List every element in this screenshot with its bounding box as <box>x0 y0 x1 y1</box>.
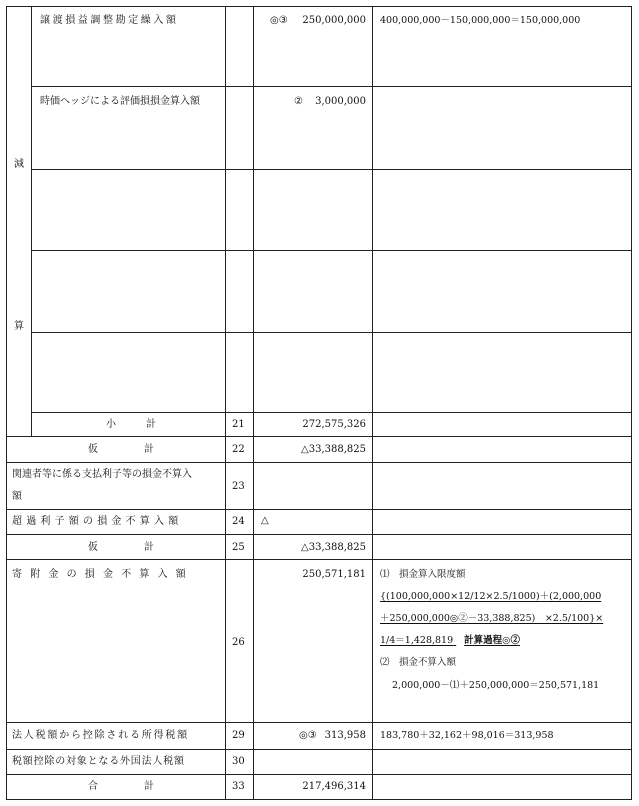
amount: 250,571,181 <box>302 569 366 580</box>
row-number: 25 <box>232 542 245 553</box>
calc-line: ＋250,000,000◎②－33,388,825) ×2.5/100}× <box>380 613 604 624</box>
row-label: 税額控除の対象となる外国法人税額 <box>12 756 185 767</box>
calc-line <box>380 634 520 648</box>
rule <box>6 774 632 775</box>
row-label-a: 合 <box>88 781 98 792</box>
rule <box>6 6 632 7</box>
mark: ② <box>294 96 303 107</box>
row-number: 26 <box>232 637 245 648</box>
row-label-a: 仮 <box>88 444 98 455</box>
amount: △33,388,825 <box>301 542 366 553</box>
tax-schedule-table <box>6 6 632 800</box>
rule <box>6 559 632 560</box>
amount: 313,958 <box>324 730 366 741</box>
rule <box>31 250 632 251</box>
amount: 272,575,326 <box>302 419 366 430</box>
rule <box>31 86 632 87</box>
amount: △33,388,825 <box>301 444 366 455</box>
calc-heading-disallowed: ⑵ 損金不算入額 <box>380 657 457 668</box>
amount: △ <box>261 515 269 526</box>
mark: ◎③ <box>270 15 288 26</box>
row-label-line2: 額 <box>12 491 22 502</box>
rule <box>31 412 632 413</box>
row-number: 30 <box>232 756 245 767</box>
calc-result: 1/4＝1,428,819 <box>380 635 454 646</box>
amount: 217,496,314 <box>302 781 366 792</box>
row-label-line1: 関連者等に係る支払利子等の損金不算入 <box>12 469 192 480</box>
row-label-a: 小 <box>106 419 116 430</box>
row-label <box>40 14 216 28</box>
mark: ◎③ <box>299 730 317 741</box>
rule <box>6 509 632 510</box>
row-label: 法人税額から控除される所得税額 <box>12 730 189 741</box>
amount: 250,000,000 <box>302 15 366 26</box>
side-label-bottom: 算 <box>14 321 24 332</box>
row-number: 23 <box>232 481 245 492</box>
row-label: 超過利子額の損金不算入額 <box>12 516 183 527</box>
rule <box>631 6 632 800</box>
row-label: 寄附金の損金不算入額 <box>12 569 194 580</box>
row-number: 33 <box>232 781 245 792</box>
calc-line: 2,000,000－⑴＋250,000,000＝250,571,181 <box>392 680 600 691</box>
rule <box>225 6 226 800</box>
rule <box>6 534 632 535</box>
calc-heading-limit: ⑴ 損金算入限度額 <box>380 569 466 580</box>
calc-line: {(100,000,000×12/12×2.5/1000)＋(2,000,000 <box>380 591 602 602</box>
calculation: 183,780＋32,162＋98,016＝313,958 <box>380 730 554 741</box>
rule <box>6 462 632 463</box>
row-label: 時価ヘッジによる評価損損金算入額 <box>40 96 200 107</box>
rule <box>253 6 254 800</box>
row-number: 22 <box>232 444 245 455</box>
rule <box>31 332 632 333</box>
row-number: 24 <box>232 516 245 527</box>
row-label-b: 計 <box>144 542 154 553</box>
row-label-text: 譲渡損益調整勘定繰入額 <box>40 15 179 26</box>
row-number: 29 <box>232 730 245 741</box>
calculation: 400,000,000－150,000,000＝150,000,000 <box>380 15 581 26</box>
rule <box>372 6 373 800</box>
side-label-top: 減 <box>14 159 24 170</box>
rule <box>6 722 632 723</box>
row-number: 21 <box>232 419 245 430</box>
rule <box>6 6 7 800</box>
rule <box>6 799 632 800</box>
row-label-b: 計 <box>144 781 154 792</box>
row-label-a: 仮 <box>88 542 98 553</box>
rule <box>6 436 632 437</box>
calc-process-mark: 計算過程◎② <box>464 635 520 646</box>
rule <box>6 749 632 750</box>
row-label-b: 計 <box>146 419 156 430</box>
row-label-b: 計 <box>144 444 154 455</box>
rule <box>31 169 632 170</box>
amount: 3,000,000 <box>315 96 366 107</box>
rule <box>31 6 32 436</box>
